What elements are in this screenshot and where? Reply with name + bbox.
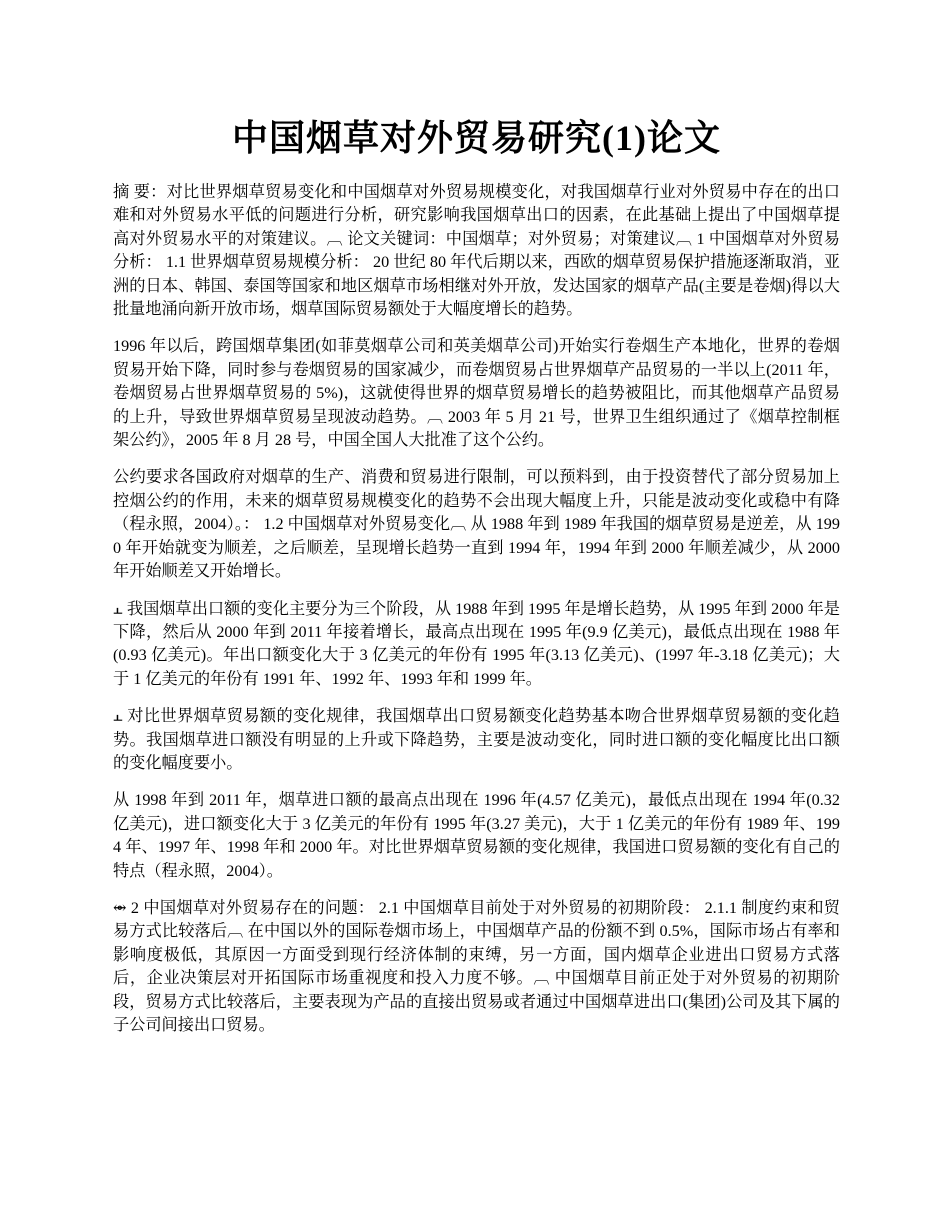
body-paragraph: 1996 年以后，跨国烟草集团(如菲莫烟草公司和英美烟草公司)开始实行卷烟生产本地化，世界的卷烟贸易开始下降，同时参与卷烟贸易的国家减少，而卷烟贸易占世界烟草产品贸易的一半以上(2011 年，卷烟贸易占世界烟草贸易的 5%)，这就使得世界的烟草贸易增长的趋势被阻比，而其他烟草产品贸易的上升，导致世界烟草贸易呈现波动趋势。︹ 2003 年 5 月 21 号，世界卫生组织通过了《烟草控制框架公约》，2005 年 8 月 28 号，中国全国人大批准了这个公约。 xyxy=(113,337,840,450)
body-paragraph: ⫠ 我国烟草出口额的变化主要分为三个阶段，从 1988 年到 1995 年是增长趋势，从 1995 年到 2000 年是下降，然后从 2000 年到 2011 年接着增长，最高点出现在 1995 年(9.9 亿美元)，最低点出现在 1988 年(0.93 亿美元)。年出口额变化大于 3 亿美元的年份有 1995 年(3.13 亿美元)、(1997 年-3.18 亿美元)；大于 1 亿美元的年份有 1991 年、1992 年、1993 年和 1999 年。 xyxy=(113,599,840,688)
body-paragraph: ⥈ 2 中国烟草对外贸易存在的问题： 2.1 中国烟草目前处于对外贸易的初期阶段： 2.1.1 制度约束和贸易方式比较落后︹ 在中国以外的国际卷烟市场上，中国烟草产品的份额不到 0.5%，国际市场占有率和影响度极低，其原因一方面受到现行经济体制的束缚，另一方面，国内烟草企业进出口贸易方式落后，企业决策层对开拓国际市场重视度和投入力度不够。︹ 中国烟草目前正处于对外贸易的初期阶段，贸易方式比较落后，主要表现为产品的直接出贸易或者通过中国烟草进出口(集团)公司及其下属的子公司间接出口贸易。 xyxy=(113,898,840,1034)
abstract-paragraph: 摘 要：对比世界烟草贸易变化和中国烟草对外贸易规模变化，对我国烟草行业对外贸易中存在的出口难和对外贸易水平低的问题进行分析，研究影响我国烟草出口的因素，在此基础上提出了中国烟草提高对外贸易水平的对策建议。︹ 论文关键词：中国烟草；对外贸易；对策建议︹ 1 中国烟草对外贸易分析： 1.1 世界烟草贸易规模分析： 20 世纪 80 年代后期以来，西欧的烟草贸易保护措施逐渐取消，亚洲的日本、韩国、泰国等国家和地区烟草市场相继对外开放，发达国家的烟草产品(主要是卷烟)得以大批量地涌向新开放市场，烟草国际贸易额处于大幅度增长的趋势。 xyxy=(113,183,840,319)
document-body xyxy=(113,181,840,1051)
body-paragraph: 公约要求各国政府对烟草的生产、消费和贸易进行限制，可以预料到，由于投资替代了部分贸易加上控烟公约的作用，未来的烟草贸易规模变化的趋势不会出现大幅度上升，只能是波动变化或稳中有降（程永照，2004）。： 1.2 中国烟草对外贸易变化︹ 从 1988 年到 1989 年我国的烟草贸易是逆差，从 1990 年开始就变为顺差，之后顺差，呈现增长趋势一直到 1994 年，1994 年到 2000 年顺差减少，从 2000 年开始顺差又开始增长。 xyxy=(113,468,840,581)
body-paragraph: ⫠ 对比世界烟草贸易额的变化规律，我国烟草出口贸易额变化趋势基本吻合世界烟草贸易额的变化趋势。我国烟草进口额没有明显的上升或下降趋势，主要是波动变化，同时进口额的变化幅度比出口额的变化幅度要小。 xyxy=(113,707,840,772)
document-title: 中国烟草对外贸易研究(1)论文 xyxy=(232,118,721,158)
body-paragraph: 从 1998 年到 2011 年，烟草进口额的最高点出现在 1996 年(4.57 亿美元)，最低点出现在 1994 年(0.32 亿美元)，进口额变化大于 3 亿美元的年份有 1995 年(3.27 美元)，大于 1 亿美元的年份有 1989 年、1994 年、1997 年、1998 年和 2000 年。对比世界烟草贸易额的变化规律，我国进口贸易额的变化有自己的特点（程永照，2004）。 xyxy=(113,791,840,880)
